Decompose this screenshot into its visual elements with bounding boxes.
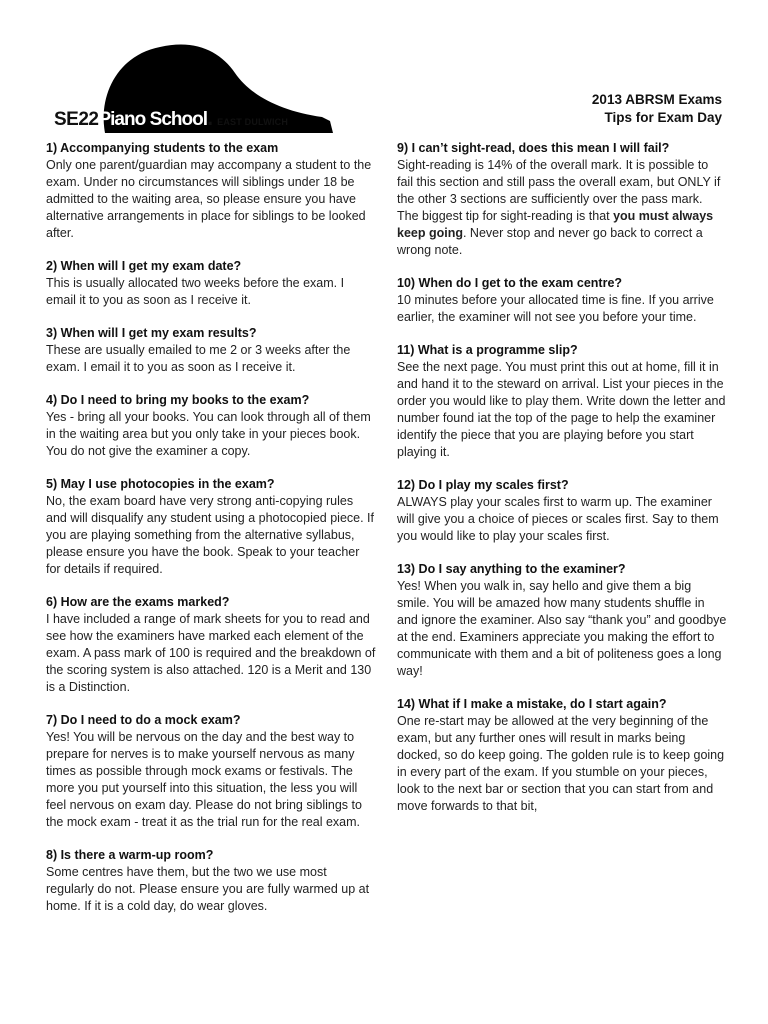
faq-question: 7) Do I need to do a mock exam? — [46, 713, 241, 727]
faq-answer: 10 minutes before your allocated time is fine. If you arrive earlier, the examiner will not see you before your time. — [397, 293, 714, 324]
faq-item-11 — [397, 342, 727, 461]
faq-question: 13) Do I say anything to the examiner? — [397, 562, 626, 576]
logo-area: EAST DULWICH — [217, 117, 289, 127]
faq-question: 3) When will I get my exam results? — [46, 326, 257, 340]
faq-question: 6) How are the exams marked? — [46, 595, 230, 609]
faq-item-6 — [46, 594, 376, 696]
school-logo — [50, 25, 360, 135]
faq-question: 11) What is a programme slip? — [397, 343, 578, 357]
faq-item-2 — [46, 258, 376, 309]
logo-wordmark — [54, 107, 288, 129]
left-column — [46, 140, 376, 931]
faq-answer: Yes! When you walk in, say hello and give them a big smile. You will be amazed how many students shuffle in and ignore the examiner. Also say “thank you” and goodbye at the end. Examiners appreciate you making the effort to communicate with them and a bit of politeness goes a long way! — [397, 579, 727, 678]
faq-question: 14) What if I make a mistake, do I start again? — [397, 697, 667, 711]
faq-question: 9) I can’t sight-read, does this mean I will fail? — [397, 141, 670, 155]
faq-question: 12) Do I play my scales first? — [397, 478, 569, 492]
faq-answer: One re-start may be allowed at the very beginning of the exam, but any further ones will result in marks being docked, so do keep going. The golden rule is to keep going in every part of the exam. If you stumble on your pieces, look to the next bar or section that you can start from and move forwards to that bit, — [397, 714, 725, 813]
faq-question: 4) Do I need to bring my books to the exam? — [46, 393, 310, 407]
faq-question: 8) Is there a warm-up room? — [46, 848, 214, 862]
faq-answer: ALWAYS play your scales first to warm up. The examiner will give you a choice of pieces or scales first. Say to them you would like to play your scales first. — [397, 495, 719, 543]
logo-se22: SE22 — [54, 109, 99, 130]
header-title: 2013 ABRSM Exams — [591, 92, 722, 107]
faq-question: 2) When will I get my exam date? — [46, 259, 242, 273]
faq-item-14 — [397, 696, 727, 815]
faq-answer: Some centres have them, but the two we use most regularly do not. Please ensure you are fully warmed up at home. If it is a cold day, do wear gloves. — [46, 865, 370, 913]
right-column — [397, 140, 727, 831]
faq-question: 5) May I use photocopies in the exam? — [46, 477, 275, 491]
faq-item-8 — [46, 847, 376, 915]
faq-answer: No, the exam board have very strong anti-copying rules and will disqualify any student using a photocopied piece. If you are playing something from the alternative syllabus, please ensure you have the book. Speak to your teacher for details if required. — [46, 494, 374, 576]
faq-item-1 — [46, 140, 376, 242]
header-subtitle: Tips for Exam Day — [604, 110, 722, 125]
faq-answer-text: . Never stop and never go back to correct a wrong note. — [397, 226, 703, 257]
logo-dot: . — [207, 105, 214, 130]
faq-question: 1) Accompanying students to the exam — [46, 141, 279, 155]
faq-question: 10) When do I get to the exam centre? — [397, 276, 623, 290]
faq-answer: Only one parent/guardian may accompany a student to the exam. Under no circumstances will siblings under 18 be admitted to the waiting area, so please ensure you have alternative arrangements in place for siblings to be looked after. — [46, 158, 372, 240]
faq-answer: These are usually emailed to me 2 or 3 weeks after the exam. I email it to you as soon as I receive it. — [46, 343, 351, 374]
faq-item-7 — [46, 712, 376, 831]
faq-answer: I have included a range of mark sheets for you to read and see how the examiners have marked each element of the exam. A pass mark of 100 is required and the breakdown of the scoring system is also attached. 120 is a Merit and 130 is a Distinction. — [46, 612, 376, 694]
faq-item-12 — [397, 477, 727, 545]
faq-answer: Yes - bring all your books. You can look through all of them in the waiting area but you only take in your pieces book. You do not give the examiner a copy. — [46, 410, 371, 458]
faq-item-3 — [46, 325, 376, 376]
faq-answer-emphasis: you must always keep going — [397, 209, 714, 240]
faq-item-5 — [46, 476, 376, 578]
document-header — [592, 91, 722, 127]
faq-answer: This is usually allocated two weeks before the exam. I email it to you as soon as I receive it. — [46, 276, 345, 307]
logo-school: School — [149, 109, 208, 130]
faq-item-9 — [397, 140, 727, 259]
faq-answer — [397, 157, 727, 259]
logo-piano: Piano — [98, 109, 146, 130]
faq-item-4 — [46, 392, 376, 460]
faq-answer: See the next page. You must print this out at home, fill it in and hand it to the steward on arrival. List your pieces in the order you would like to play them. Write down the letter and number found iat the top of the page to help the examiner identify the piece that you are playing before you start playing it. — [397, 360, 726, 459]
faq-answer: Yes! You will be nervous on the day and the best way to prepare for nerves is to make yourself nervous as many times as possible through mock exams or festivals. The more you put yourself into this situation, the less you will feel nervous on exam day. Please do not bring siblings to the mock exam - treat it as the trial run for the real exam. — [46, 730, 362, 829]
faq-item-13 — [397, 561, 727, 680]
faq-item-10 — [397, 275, 727, 326]
faq-answer-text: Sight-reading is 14% of the overall mark. It is possible to fail this section and still pass the overall exam, but ONLY if the other 3 sections are sufficiently over the pass mark. The biggest tip for sight-reading is that — [397, 158, 721, 223]
